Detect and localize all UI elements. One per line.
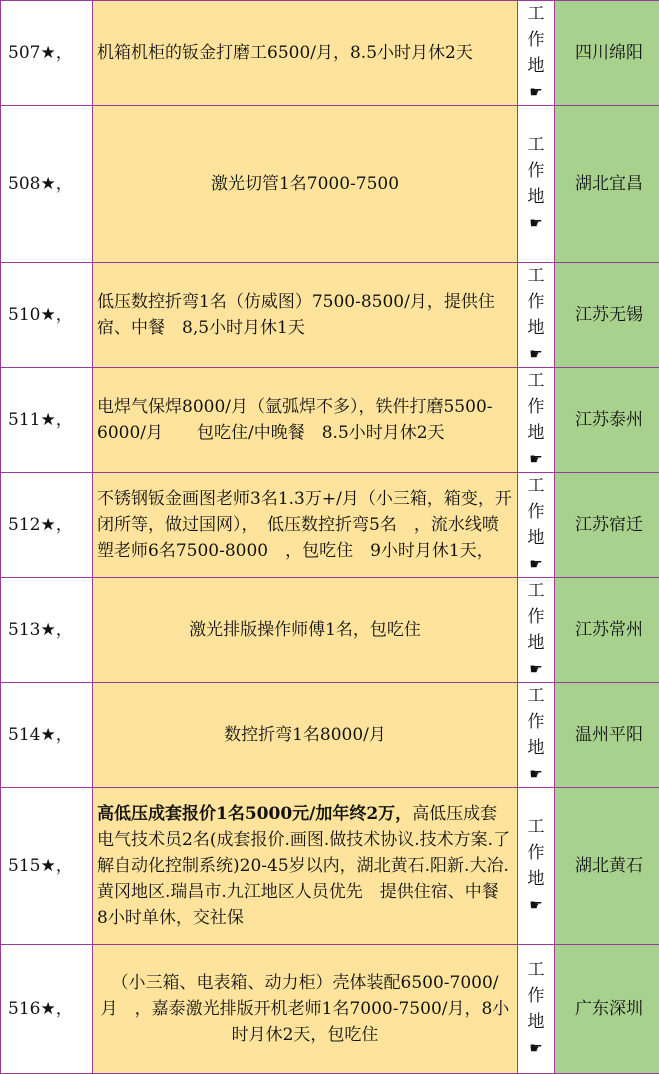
workplace-label <box>518 683 555 788</box>
row-id: 511★， <box>1 368 93 473</box>
job-description-text: （小三箱、电表箱、动力柜）壳体装配6500-7000/月 ，嘉泰激光排版开机老师1名7000-7500/月，8小时月休2天，包吃住 <box>101 973 510 1045</box>
workplace-char: 作 <box>518 604 554 630</box>
job-description <box>93 1 518 106</box>
workplace-char: 作 <box>518 289 554 315</box>
workplace-char: 作 <box>518 27 554 53</box>
job-description-text: 不锈钢钣金画图老师3名1.3万+/月（小三箱，箱变，开闭所等，做过国网）， 低压数控折弯5名 ，流水线喷塑老师6名7500-8000 ，包吃住 9小时月休1天， <box>97 489 512 561</box>
job-description <box>93 683 518 788</box>
pointing-hand-icon: ☛ <box>518 341 554 367</box>
table-row <box>1 1 659 106</box>
workplace-label <box>518 788 555 945</box>
workplace-char: 工 <box>518 473 554 499</box>
row-id: 513★， <box>1 578 93 683</box>
table-row <box>1 683 659 788</box>
table-row <box>1 368 659 473</box>
job-location: 湖北黄石 <box>555 788 659 945</box>
workplace-char: 工 <box>518 1 554 27</box>
row-id: 516★， <box>1 945 93 1074</box>
workplace-char: 地 <box>518 315 554 341</box>
job-description-text: 低压数控折弯1名（仿威图）7500-8500/月，提供住宿、中餐 8,5小时月休1天 <box>97 292 495 338</box>
workplace-char: 作 <box>518 499 554 525</box>
workplace-label <box>518 473 555 578</box>
table-row <box>1 473 659 578</box>
table-row <box>1 945 659 1074</box>
job-location: 湖北宜昌 <box>555 106 659 263</box>
workplace-char: 作 <box>518 709 554 735</box>
workplace-char: 作 <box>518 840 554 866</box>
pointing-hand-icon: ☛ <box>518 446 554 472</box>
job-description <box>93 263 518 368</box>
workplace-char: 地 <box>518 735 554 761</box>
job-description <box>93 368 518 473</box>
job-location: 广东深圳 <box>555 945 659 1074</box>
workplace-label <box>518 945 555 1074</box>
job-description <box>93 788 518 945</box>
workplace-label <box>518 578 555 683</box>
table-row <box>1 263 659 368</box>
job-description <box>93 106 518 263</box>
job-location: 温州平阳 <box>555 683 659 788</box>
job-description-text: 激光切管1名7000-7500 <box>211 174 399 194</box>
workplace-char: 作 <box>518 394 554 420</box>
workplace-char: 地 <box>518 866 554 892</box>
workplace-char: 工 <box>518 368 554 394</box>
workplace-char: 地 <box>518 630 554 656</box>
row-id: 514★， <box>1 683 93 788</box>
pointing-hand-icon: ☛ <box>518 1035 554 1061</box>
workplace-label <box>518 368 555 473</box>
pointing-hand-icon: ☛ <box>518 210 554 236</box>
job-location: 江苏泰州 <box>555 368 659 473</box>
job-description-text: 激光排版操作师傅1名，包吃住 <box>189 620 421 640</box>
job-description <box>93 473 518 578</box>
job-description-highlight: 高低压成套报价1名5000元/加年终2万， <box>97 804 412 824</box>
row-id: 512★， <box>1 473 93 578</box>
job-location: 江苏常州 <box>555 578 659 683</box>
workplace-char: 地 <box>518 420 554 446</box>
job-description <box>93 578 518 683</box>
job-description <box>93 945 518 1074</box>
workplace-char: 地 <box>518 53 554 79</box>
workplace-label <box>518 1 555 106</box>
row-id: 507★， <box>1 1 93 106</box>
pointing-hand-icon: ☛ <box>518 892 554 918</box>
job-location: 江苏无锡 <box>555 263 659 368</box>
workplace-char: 工 <box>518 578 554 604</box>
job-location: 四川绵阳 <box>555 1 659 106</box>
pointing-hand-icon: ☛ <box>518 656 554 682</box>
workplace-char: 工 <box>518 263 554 289</box>
pointing-hand-icon: ☛ <box>518 79 554 105</box>
job-location: 江苏宿迁 <box>555 473 659 578</box>
job-description-text: 高低压成套电气技术员2名(成套报价.画图.做技术协议.技术方案.了解自动化控制系统)20-45岁以内，湖北黄石.阳新.大冶.黄冈地区.瑞昌市.九江地区人员优先 提供住宿、中餐 8小时单休，交社保 <box>97 804 516 928</box>
workplace-char: 工 <box>518 957 554 983</box>
workplace-char: 地 <box>518 184 554 210</box>
pointing-hand-icon: ☛ <box>518 551 554 577</box>
workplace-char: 工 <box>518 132 554 158</box>
table-row <box>1 578 659 683</box>
row-id: 508★， <box>1 106 93 263</box>
job-description-text: 电焊气保焊8000/月（氩弧焊不多），铁件打磨5500-6000/月 包吃住/中晚餐 8.5小时月休2天 <box>97 397 493 443</box>
table-row <box>1 106 659 263</box>
workplace-label <box>518 106 555 263</box>
workplace-char: 作 <box>518 983 554 1009</box>
workplace-char: 工 <box>518 683 554 709</box>
row-id: 515★， <box>1 788 93 945</box>
pointing-hand-icon: ☛ <box>518 761 554 787</box>
job-description-text: 数控折弯1名8000/月 <box>224 725 386 745</box>
workplace-label <box>518 263 555 368</box>
workplace-char: 地 <box>518 1009 554 1035</box>
job-description-text: 机箱机柜的钣金打磨工6500/月，8.5小时月休2天 <box>97 43 473 63</box>
table-row <box>1 788 659 945</box>
row-id: 510★， <box>1 263 93 368</box>
workplace-char: 地 <box>518 525 554 551</box>
workplace-char: 作 <box>518 158 554 184</box>
workplace-char: 工 <box>518 814 554 840</box>
